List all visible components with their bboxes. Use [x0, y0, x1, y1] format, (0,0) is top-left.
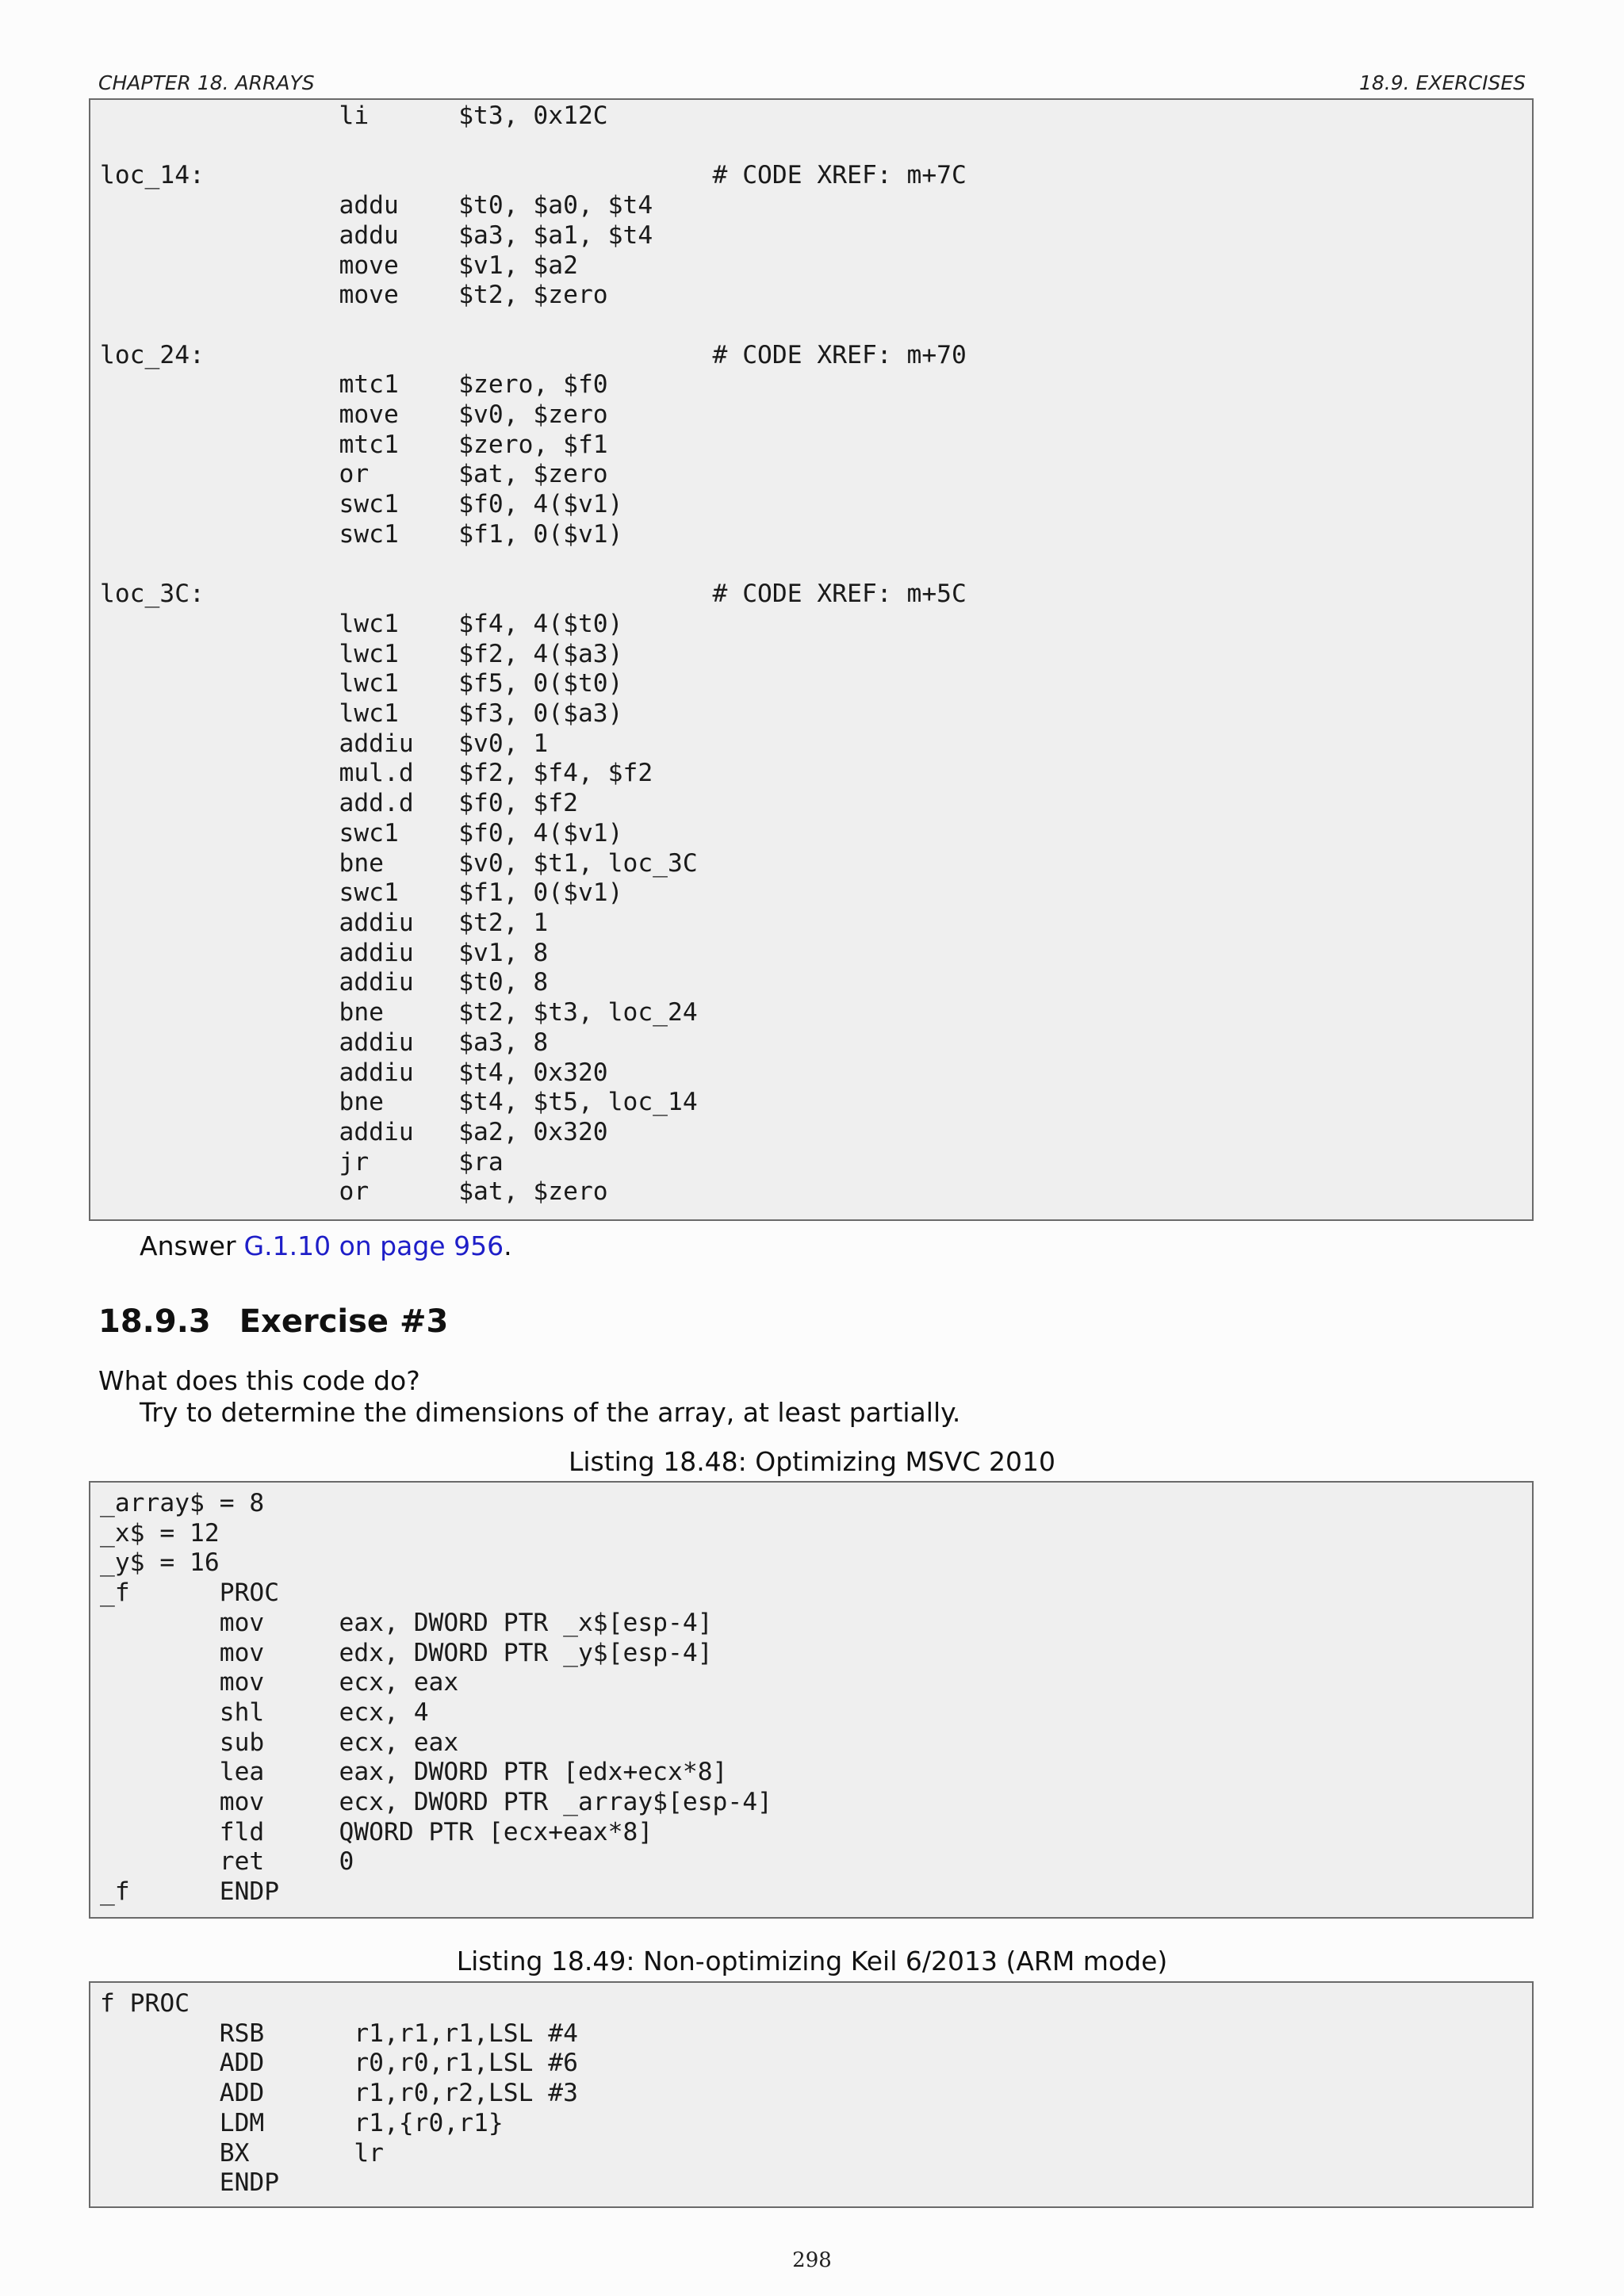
keil-code: f PROC RSB r1,r1,r1,LSL #4 ADD r0,r0,r1,LSL #6 ADD r1,r0,r2,LSL #3 LDM r1,{r0,r1} BX lr ENDP: [100, 1989, 578, 2198]
keil-code-listing: [89, 1981, 1534, 2208]
section-heading-title: Exercise #3: [239, 1303, 449, 1340]
answer-link[interactable]: G.1.10 on page 956: [243, 1230, 504, 1261]
section-heading: [98, 1303, 448, 1340]
hint-text: Try to determine the dimensions of the array, at least partially.: [140, 1397, 961, 1428]
chapter-title: CHAPTER 18. ARRAYS: [98, 71, 315, 94]
answer-label: Answer: [140, 1230, 236, 1261]
section-number: 18.9.3: [98, 1303, 211, 1340]
msvc-code: _array$ = 8 _x$ = 12 _y$ = 16 _f PROC mov eax, DWORD PTR _x$[esp-4] mov edx, DWORD PTR _y$[esp-4] mov ecx, eax shl ecx, 4 sub ecx, eax lea eax, DWORD PTR [edx+ecx*8] mov ecx, DWORD PTR _array$[esp-4] fld QWORD PTR [ecx+eax*8] ret 0 _f ENDP: [100, 1489, 772, 1907]
listing-caption-keil: Listing 18.49: Non-optimizing Keil 6/2013 (ARM mode): [456, 1946, 1168, 1976]
mips-code: li $t3, 0x12C loc_14: # CODE XREF: m+7C addu $t0, $a0, $t4 addu $a3, $a1, $t4 move $v1, $a2 move $t2, $zero loc_24: # CODE XREF: m+70 mtc1 $zero, $f0 move $v0, $zero mtc1 $zero, $f1 or $at, $zero swc1 $f0, 4($v1) swc1 $f1, 0($v1) loc_3C: # CODE XREF: m+5C lwc1 $f4, 4($t0) lwc1 $f2, 4($a3) lwc1 $f5, 0($t0) lwc1 $f3, 0($a3) addiu $v0, 1 mul.d $f2, $f4, $f2 add.d $f0, $f2 swc1 $f0, 4($v1) bne $v0, $t1, loc_3C swc1 $f1, 0($v1) addiu $t2, 1 addiu $v1, 8 addiu $t0, 8 bne $t2, $t3, loc_24 addiu $a3, 8 addiu $t4, 0x320 bne $t4, $t5, loc_14 addiu $a2, 0x320 jr $ra or $at, $zero: [100, 101, 967, 1207]
answer-line: [140, 1230, 512, 1261]
page-number: 298: [792, 2248, 832, 2272]
listing-caption-msvc: Listing 18.48: Optimizing MSVC 2010: [569, 1446, 1055, 1477]
msvc-code-listing: [89, 1481, 1534, 1919]
question-text: What does this code do?: [98, 1365, 420, 1396]
running-header: [98, 70, 1526, 100]
answer-suffix: .: [504, 1230, 512, 1261]
section-title: 18.9. EXERCISES: [1358, 71, 1526, 94]
mips-code-listing: [89, 98, 1534, 1221]
